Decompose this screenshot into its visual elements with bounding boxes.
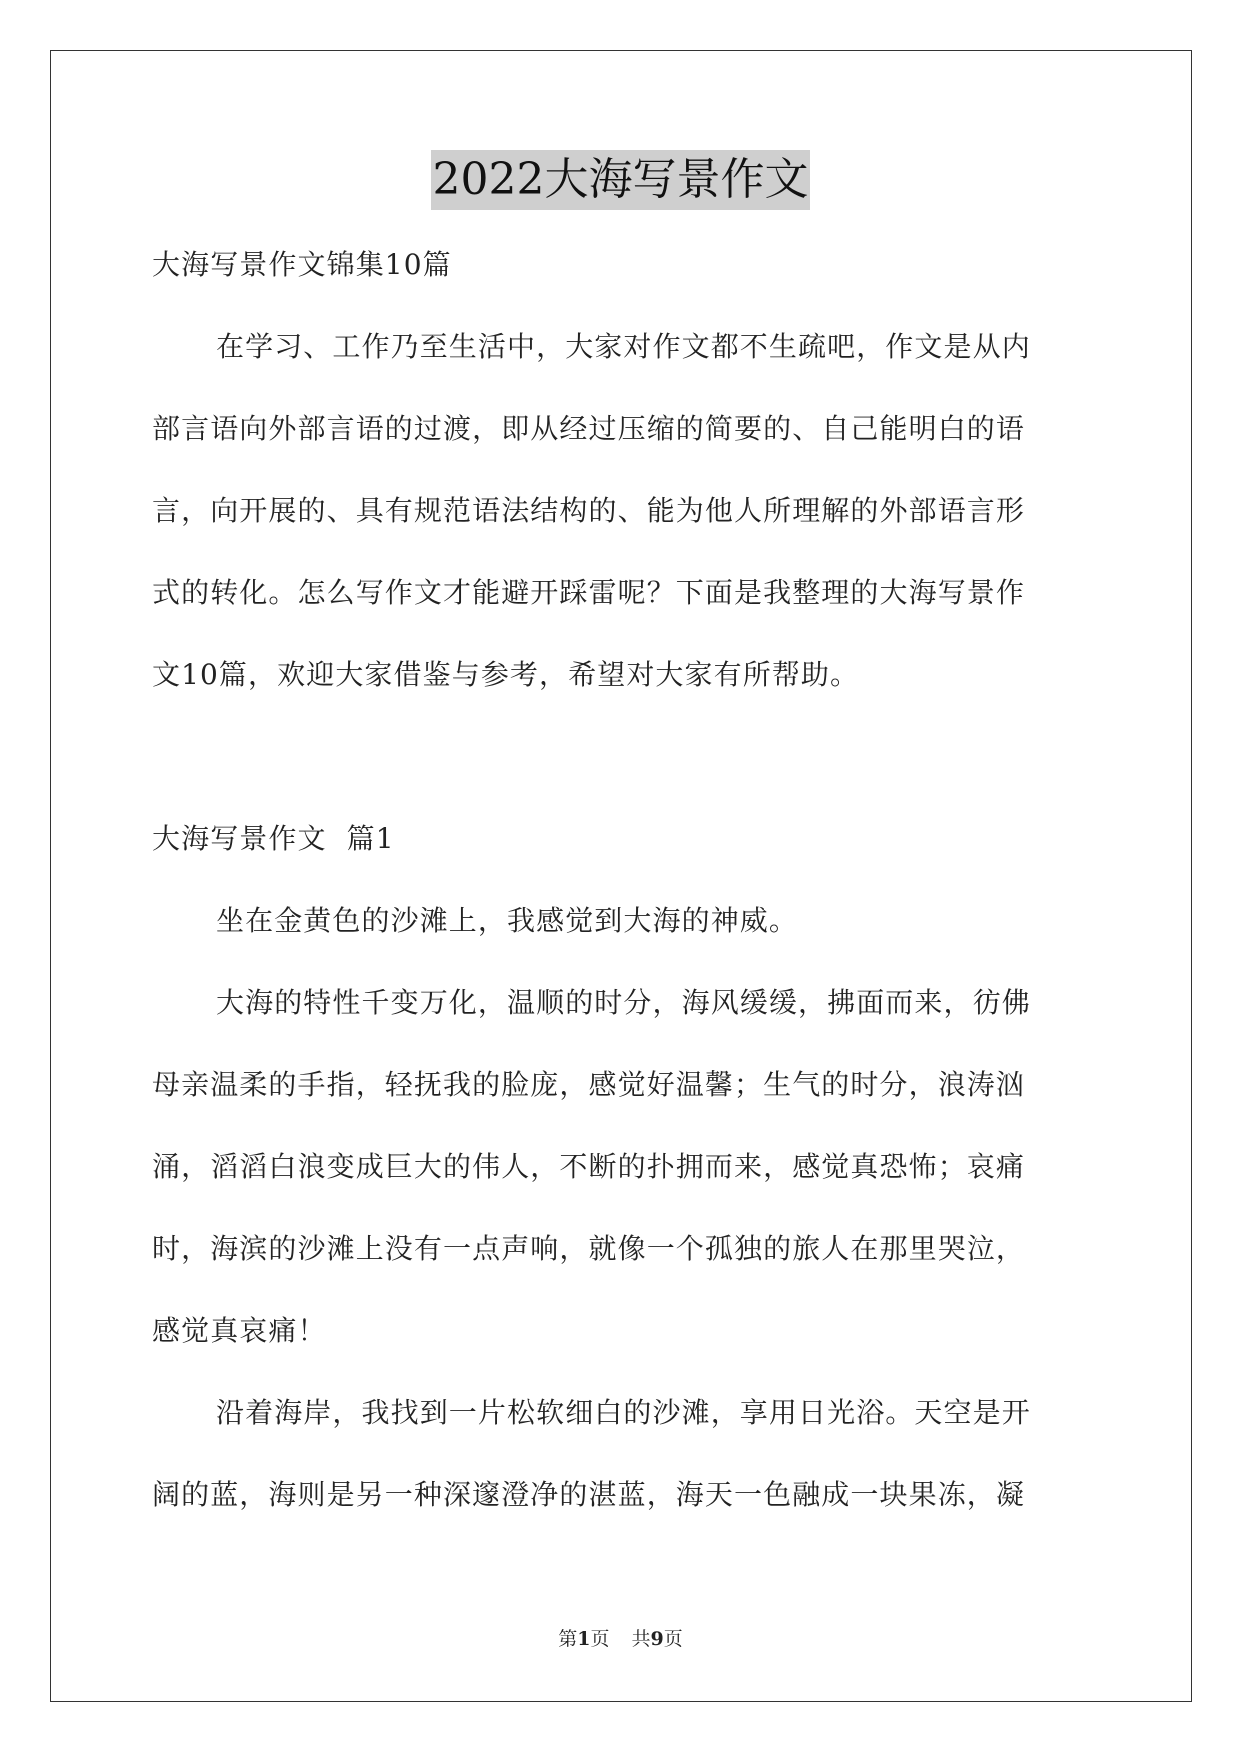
blank-line xyxy=(152,716,1092,798)
intro-paragraph-line: 在学习、工作乃至生活中，大家对作文都不生疏吧，作文是从内 xyxy=(216,330,1031,363)
document-title: 2022大海写景作文 xyxy=(431,150,811,210)
page-footer xyxy=(0,1624,1241,1651)
essay-paragraph-line: 大海的特性千变万化，温顺的时分，海风缓缓，拂面而来，彷佛 xyxy=(216,986,1031,1019)
intro-paragraph-line: 式的转化。怎么写作文才能避开踩雷呢？下面是我整理的大海写景作 xyxy=(152,576,1026,609)
intro-paragraph-line: 部言语向外部言语的过渡，即从经过压缩的简要的、自己能明白的语 xyxy=(152,412,1026,445)
current-page-number: 1 xyxy=(577,1628,591,1650)
title-container xyxy=(0,150,1241,210)
footer-total-prefix: 共 xyxy=(631,1628,651,1650)
total-page-number: 9 xyxy=(650,1628,664,1650)
intro-paragraph-line: 言，向开展的、具有规范语法结构的、能为他人所理解的外部语言形 xyxy=(152,494,1026,527)
essay-paragraph-line: 感觉真哀痛！ xyxy=(152,1314,327,1347)
essay-heading: 大海写景作文 篇1 xyxy=(152,822,395,855)
essay-paragraph-line: 时，海滨的沙滩上没有一点声响，就像一个孤独的旅人在那里哭泣， xyxy=(152,1232,1026,1265)
essay-paragraph-line: 坐在金黄色的沙滩上，我感觉到大海的神威。 xyxy=(216,904,799,937)
essay-paragraph-line: 沿着海岸，我找到一片松软细白的沙滩，享用日光浴。天空是开 xyxy=(216,1396,1031,1429)
intro-paragraph-line: 文10篇，欢迎大家借鉴与参考，希望对大家有所帮助。 xyxy=(152,658,860,691)
footer-suffix: 页 xyxy=(663,1628,683,1650)
document-body xyxy=(152,224,1092,1536)
essay-paragraph-line: 阔的蓝，海则是另一种深邃澄净的湛蓝，海天一色融成一块果冻，凝 xyxy=(152,1478,1026,1511)
essay-paragraph-line: 母亲温柔的手指，轻抚我的脸庞，感觉好温馨；生气的时分，浪涛汹 xyxy=(152,1068,1026,1101)
footer-page-word: 页 xyxy=(590,1628,610,1650)
essay-paragraph-line: 涌，滔滔白浪变成巨大的伟人，不断的扑拥而来，感觉真恐怖；哀痛 xyxy=(152,1150,1026,1183)
footer-prefix: 第 xyxy=(558,1628,578,1650)
collection-heading: 大海写景作文锦集10篇 xyxy=(152,248,452,281)
